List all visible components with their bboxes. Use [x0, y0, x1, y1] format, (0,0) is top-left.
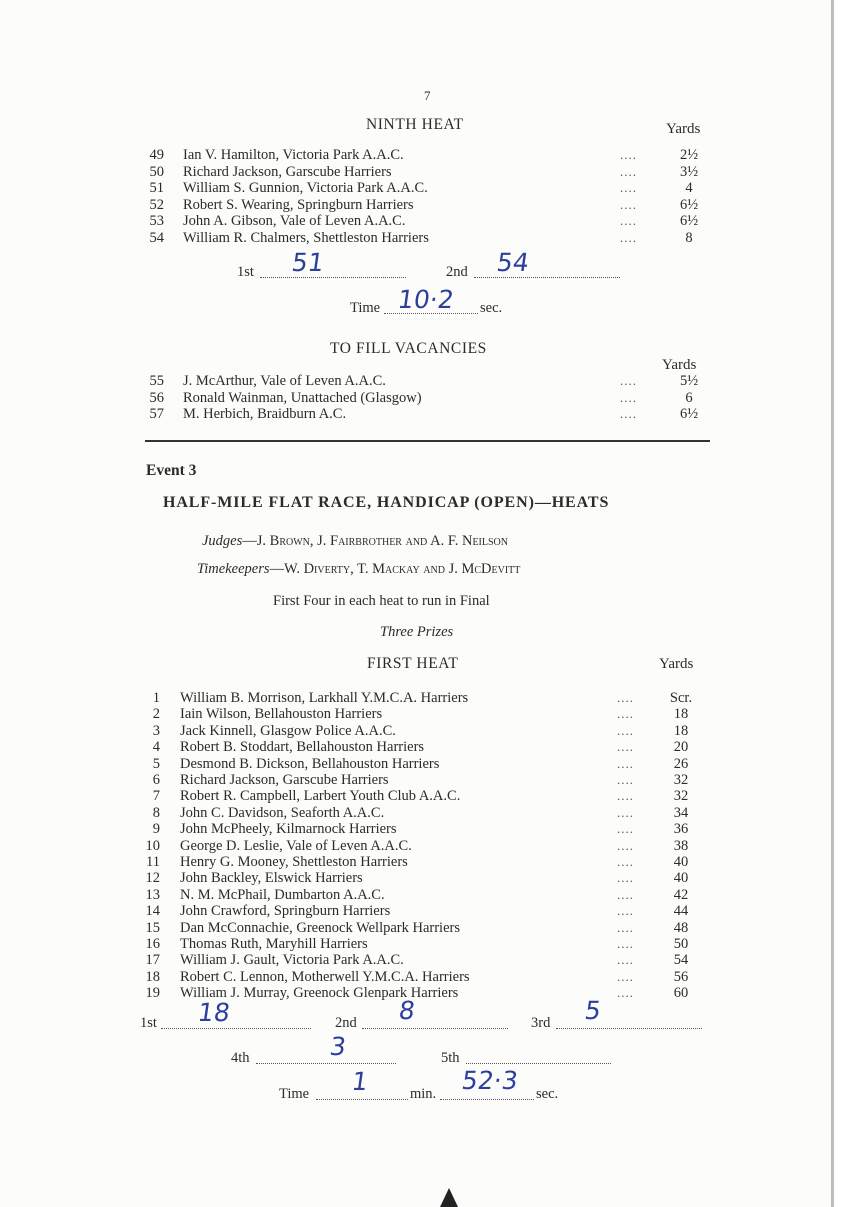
first-heat-entry-yards: 32: [673, 788, 689, 805]
ninth-heat-entry-name: Richard Jackson, Garscube Harriers: [183, 163, 392, 180]
heat1-fourth-line: [256, 1063, 396, 1064]
first-heat-entry-yards: 40: [673, 854, 689, 870]
first-heat-leader-dots: ....: [617, 755, 634, 771]
first-heat-leader-dots: ....: [617, 739, 634, 755]
first-heat-entry-number: 11: [146, 854, 160, 870]
first-heat-entry-name: Richard Jackson, Garscube Harriers: [180, 772, 389, 788]
first-heat-leader-dots: ....: [617, 952, 634, 968]
heat1-time-min-line: [316, 1099, 408, 1100]
heat1-time-sec-value: 52·3: [459, 1066, 520, 1095]
ninth-heat-entry-number: 49: [149, 147, 164, 163]
first-heat-entry-name: Desmond B. Dickson, Bellahouston Harriers: [180, 755, 440, 772]
first-heat-leader-dots: ....: [617, 919, 634, 935]
heat1-time-sec-line: [440, 1099, 534, 1100]
first-heat-entry-name: Henry G. Mooney, Shettleston Harriers: [180, 854, 408, 870]
first-heat-row: [0, 985, 840, 1001]
first-heat-entry-name: Robert R. Campbell, Larbert Youth Club A.A.C.: [180, 788, 461, 805]
timekeepers-label: Timekeepers: [197, 561, 270, 577]
first-heat-heading: FIRST HEAT: [367, 655, 459, 672]
first-heat-row: [0, 690, 840, 706]
first-heat-entry-number: 18: [145, 968, 160, 985]
first-heat-entry-yards: 38: [673, 837, 689, 854]
judges-line: [202, 533, 508, 550]
ninth-heat-leader-dots: ....: [620, 147, 637, 162]
first-heat-row: [0, 952, 840, 968]
heat1-second-label: 2nd: [335, 1015, 357, 1031]
heat1-fifth-line: [466, 1063, 611, 1064]
ninth-heat-entry-yards: 3½: [679, 163, 699, 180]
first-heat-row: [0, 739, 840, 755]
first-heat-entry-name: William B. Morrison, Larkhall Y.M.C.A. Harriers: [180, 690, 469, 706]
first-heat-entry-name: John Backley, Elswick Harriers: [180, 870, 363, 887]
ninth-heat-leader-dots: ....: [620, 163, 637, 179]
vacancy-row: [0, 373, 840, 389]
first-heat-entry-name: Thomas Ruth, Maryhill Harriers: [180, 936, 368, 952]
first-heat-row: [0, 772, 840, 788]
first-heat-leader-dots: ....: [617, 837, 634, 853]
page-number: 7: [424, 88, 431, 103]
ninth-heat-leader-dots: ....: [620, 213, 637, 228]
first-heat-entry-name: Jack Kinnell, Glasgow Police A.A.C.: [180, 722, 396, 739]
vacancy-entry-name: J. McArthur, Vale of Leven A.A.C.: [183, 373, 386, 389]
vacancy-entry-yards: 5½: [679, 373, 699, 389]
first-heat-leader-dots: ....: [617, 854, 634, 869]
first-heat-entry-yards: 34: [673, 804, 689, 821]
first-heat-entry-number: 1: [152, 690, 160, 706]
first-heat-row: [0, 870, 840, 886]
event-label: Event 3: [146, 462, 197, 479]
first-heat-entry-name: Dan McConnachie, Greenock Wellpark Harriers: [180, 919, 460, 936]
first-heat-entry-number: 13: [145, 886, 160, 903]
first-heat-leader-dots: ....: [617, 772, 634, 787]
ninth-heat-entry-name: William R. Chalmers, Shettleston Harriers: [183, 229, 429, 246]
heat1-fifth-label: 5th: [441, 1050, 460, 1066]
first-heat-entry-number: 8: [152, 804, 160, 821]
vacancy-leader-dots: ....: [620, 406, 637, 421]
vacancy-entry-number: 56: [149, 389, 164, 406]
event-title: HALF-MILE FLAT RACE, HANDICAP (OPEN)—HEATS: [163, 494, 610, 511]
heat1-time-min-value: 1: [349, 1067, 370, 1096]
first-heat-entry-name: John Crawford, Springburn Harriers: [180, 903, 391, 920]
heat1-fourth-value: 3: [327, 1032, 348, 1061]
ninth-heat-entry-number: 51: [149, 180, 164, 196]
first-heat-entry-name: Iain Wilson, Bellahouston Harriers: [180, 706, 383, 723]
first-heat-entry-number: 16: [145, 936, 160, 952]
heat1-sec-label: sec.: [536, 1086, 559, 1102]
first-heat-entry-name: William J. Murray, Greenock Glenpark Harriers: [180, 985, 459, 1002]
first-heat-entry-number: 14: [145, 903, 160, 920]
first-heat-entry-name: John C. Davidson, Seaforth A.A.C.: [180, 804, 385, 821]
first-heat-entry-number: 4: [152, 739, 160, 756]
first-heat-entry-number: 9: [152, 821, 160, 838]
ninth-heat-entry-number: 52: [149, 196, 164, 213]
first-heat-entry-number: 10: [145, 837, 160, 854]
ninth-heat-row: [0, 180, 840, 196]
heat1-third-label: 3rd: [531, 1015, 551, 1031]
first-heat-entry-name: Robert C. Lennon, Motherwell Y.M.C.A. Harriers: [180, 968, 470, 985]
first-heat-leader-dots: ....: [617, 936, 634, 951]
first-heat-leader-dots: ....: [617, 690, 634, 705]
first-heat-entry-yards: 56: [673, 968, 689, 985]
first-heat-row: [0, 723, 840, 739]
vacancies-heading: TO FILL VACANCIES: [330, 340, 487, 357]
first-heat-entry-name: Robert B. Stoddart, Bellahouston Harriers: [180, 739, 425, 756]
first-heat-entry-name: George D. Leslie, Vale of Leven A.A.C.: [180, 837, 412, 854]
first-heat-entry-yards: 32: [673, 772, 689, 788]
heat1-min-label: min.: [410, 1086, 437, 1102]
ninth-heat-row: [0, 147, 840, 163]
ninth-heat-leader-dots: ....: [620, 196, 637, 212]
heat1-third-line: [556, 1028, 702, 1029]
section-divider: [145, 440, 710, 442]
ninth-heat-entry-name: Robert S. Wearing, Springburn Harriers: [183, 196, 414, 213]
first-heat-entry-number: 6: [152, 772, 160, 788]
first-heat-entry-yards: 20: [673, 739, 689, 756]
first-heat-entry-number: 17: [145, 952, 160, 969]
final-qualification-note: First Four in each heat to run in Final: [273, 593, 490, 609]
first-heat-entry-yards: 36: [673, 821, 689, 838]
ninth-heat-entry-number: 50: [149, 163, 164, 180]
first-heat-entry-yards: Scr.: [669, 690, 693, 706]
ninth-heat-entry-yards: 6½: [679, 196, 699, 213]
first-heat-entry-number: 15: [145, 919, 160, 936]
first-heat-row: [0, 920, 840, 936]
heat1-third-value: 5: [582, 996, 603, 1025]
first-heat-row: [0, 903, 840, 919]
ninth-second-label: 2nd: [446, 264, 468, 280]
ninth-time-value: 10·2: [395, 285, 456, 314]
ninth-heat-entry-name: Ian V. Hamilton, Victoria Park A.A.C.: [183, 147, 404, 163]
first-heat-entry-yards: 40: [673, 870, 689, 887]
first-heat-row: [0, 887, 840, 903]
vacancy-entry-yards: 6: [685, 389, 693, 406]
vacancy-leader-dots: ....: [620, 389, 637, 405]
ninth-heat-entry-name: William S. Gunnion, Victoria Park A.A.C.: [183, 180, 428, 196]
first-heat-leader-dots: ....: [617, 903, 634, 919]
first-heat-row: [0, 969, 840, 985]
first-heat-entry-number: 19: [145, 985, 160, 1002]
first-heat-entry-name: N. M. McPhail, Dumbarton A.A.C.: [180, 886, 385, 903]
first-heat-leader-dots: ....: [617, 968, 634, 984]
vacancies-yards-label: Yards: [662, 357, 697, 373]
first-heat-leader-dots: ....: [617, 804, 634, 820]
ninth-first-line: [260, 277, 406, 278]
heat1-first-label: 1st: [140, 1015, 157, 1031]
first-heat-leader-dots: ....: [617, 706, 634, 722]
first-heat-entry-yards: 44: [673, 903, 689, 920]
judges-label: Judges: [202, 533, 243, 549]
ninth-heat-row: [0, 230, 840, 246]
heat1-fourth-label: 4th: [231, 1050, 250, 1066]
vacancy-entry-name: M. Herbich, Braidburn A.C.: [183, 406, 347, 422]
ninth-heat-row: [0, 164, 840, 180]
first-heat-entry-number: 3: [152, 722, 160, 739]
heat1-second-line: [362, 1028, 508, 1029]
vacancy-entry-number: 57: [149, 406, 164, 422]
prizes-note: Three Prizes: [380, 624, 454, 640]
first-heat-leader-dots: ....: [617, 821, 634, 837]
ninth-heat-entry-yards: 2½: [679, 147, 699, 163]
ninth-heat-heading: NINTH HEAT: [366, 116, 464, 133]
first-heat-row: [0, 756, 840, 772]
first-heat-entry-yards: 54: [673, 952, 689, 969]
vacancy-row: [0, 390, 840, 406]
ninth-heat-entry-yards: 8: [685, 229, 693, 246]
ninth-heat-entry-yards: 4: [685, 180, 693, 196]
timekeepers-names: —W. Diverty, T. Mackay and J. McDevitt: [269, 561, 521, 577]
ninth-heat-leader-dots: ....: [620, 180, 637, 195]
first-heat-entry-yards: 60: [673, 985, 689, 1002]
vacancy-leader-dots: ....: [620, 373, 637, 388]
first-heat-leader-dots: ....: [617, 788, 634, 804]
judges-names: —J. Brown, J. Fairbrother and A. F. Neilson: [242, 533, 508, 549]
vacancy-entry-number: 55: [149, 373, 164, 389]
ninth-heat-row: [0, 213, 840, 229]
page-tab-mark: [440, 1188, 458, 1207]
ninth-heat-leader-dots: ....: [620, 229, 637, 245]
ninth-heat-entry-yards: 6½: [679, 213, 699, 229]
first-heat-row: [0, 821, 840, 837]
ninth-heat-entry-number: 53: [149, 213, 164, 229]
ninth-first-label: 1st: [237, 264, 254, 280]
ninth-first-value: 51: [289, 248, 326, 277]
first-heat-entry-yards: 50: [673, 936, 689, 952]
ninth-heat-entry-number: 54: [149, 229, 164, 246]
first-heat-leader-dots: ....: [617, 886, 634, 902]
first-heat-leader-dots: ....: [617, 870, 634, 886]
first-heat-entry-number: 2: [152, 706, 160, 723]
first-heat-entry-yards: 26: [673, 755, 689, 772]
vacancy-row: [0, 406, 840, 422]
first-heat-row: [0, 838, 840, 854]
heat1-time-label: Time: [279, 1086, 310, 1102]
first-heat-row: [0, 936, 840, 952]
ninth-heat-yards-label: Yards: [666, 121, 701, 137]
first-heat-entry-yards: 42: [673, 886, 689, 903]
vacancy-entry-name: Ronald Wainman, Unattached (Glasgow): [183, 389, 422, 406]
first-heat-entry-yards: 18: [673, 706, 689, 723]
first-heat-entry-number: 12: [145, 870, 160, 887]
first-heat-entry-name: William J. Gault, Victoria Park A.A.C.: [180, 952, 404, 969]
first-heat-leader-dots: ....: [617, 722, 634, 738]
first-heat-entry-yards: 18: [673, 722, 689, 739]
first-heat-row: [0, 706, 840, 722]
first-heat-row: [0, 805, 840, 821]
first-heat-row: [0, 788, 840, 804]
timekeepers-line: [197, 561, 520, 578]
first-heat-leader-dots: ....: [617, 985, 634, 1001]
heat1-first-line: [161, 1028, 311, 1029]
ninth-sec-label: sec.: [480, 300, 503, 316]
first-heat-entry-number: 5: [152, 755, 160, 772]
first-heat-row: [0, 854, 840, 870]
ninth-second-line: [474, 277, 620, 278]
first-heat-entry-number: 7: [152, 788, 160, 805]
ninth-heat-entry-name: John A. Gibson, Vale of Leven A.A.C.: [183, 213, 406, 229]
heat1-first-value: 18: [195, 998, 232, 1027]
first-heat-yards-label: Yards: [659, 656, 694, 672]
ninth-time-label: Time: [350, 300, 381, 316]
first-heat-entry-yards: 48: [673, 919, 689, 936]
vacancy-entry-yards: 6½: [679, 406, 699, 422]
ninth-second-value: 54: [494, 248, 531, 277]
heat1-second-value: 8: [396, 996, 417, 1025]
first-heat-entry-name: John McPheely, Kilmarnock Harriers: [180, 821, 397, 838]
ninth-heat-row: [0, 197, 840, 213]
